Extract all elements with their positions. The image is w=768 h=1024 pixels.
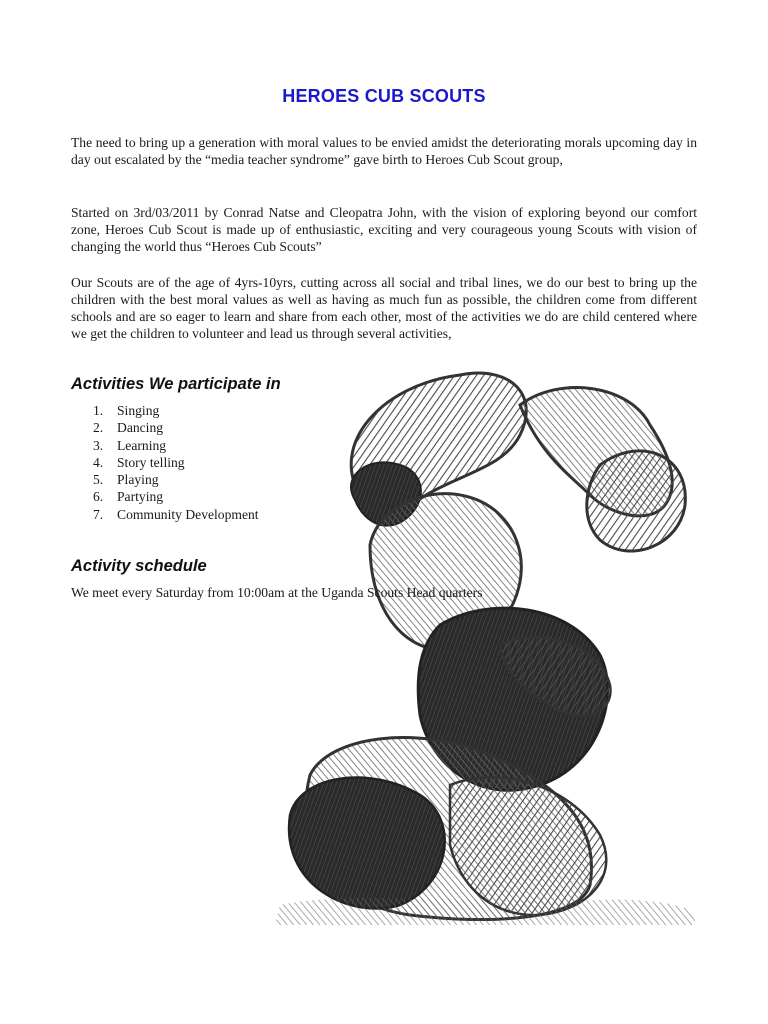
sketch-fill: [275, 373, 695, 925]
list-item-label: Story telling: [117, 454, 185, 470]
list-item-number: 1.: [93, 403, 104, 418]
activities-heading: Activities We participate in: [71, 375, 281, 393]
schedule-heading: Activity schedule: [71, 557, 207, 575]
list-item-label: Playing: [117, 472, 159, 488]
list-item: [71, 402, 259, 419]
list-item: [71, 506, 259, 523]
list-item-number: 4.: [93, 454, 104, 470]
list-item-number: 5.: [93, 472, 104, 488]
history-paragraph: Started on 3rd/03/2011 by Conrad Natse and Cleopatra John, with the vision of exploring beyond our comfort zone, Heroes Cub Scout is made up of enthusiastic, exciting and very courageous young Scouts with vision of changing the world thus “Heroes Cub Scouts”: [71, 205, 697, 254]
list-item-number: 2.: [93, 420, 104, 436]
list-item: [71, 419, 259, 436]
activities-list: [71, 402, 259, 523]
list-item-label: Community Development: [117, 506, 259, 522]
list-item-number: 7.: [93, 506, 104, 522]
schedule-text: We meet every Saturday from 10:00am at the Uganda Scouts Head quarters: [71, 585, 483, 600]
list-item-number: 6.: [93, 489, 104, 505]
list-item-label: Learning: [117, 437, 167, 453]
cub-scout-sketch-icon: [270, 345, 700, 925]
intro-paragraph: The need to bring up a generation with moral values to be envied amidst the deteriorating morals upcoming day in day out escalated by the “media teacher syndrome” gave birth to Heroes Cub Scout group,: [71, 135, 697, 167]
scouts-paragraph: Our Scouts are of the age of 4yrs-10yrs, cutting across all social and tribal lines, we do our best to bring up the children with the best moral values as well as having as much fun as possible, the children come from different schools and are so eager to learn and share from each other, most of the activities we do are child centered where we get the children to volunteer and lead us through several activities,: [71, 275, 697, 341]
list-item-label: Dancing: [117, 420, 164, 436]
list-item: [71, 471, 259, 488]
list-item: [71, 437, 259, 454]
list-item-number: 3.: [93, 437, 104, 453]
list-item-label: Singing: [117, 403, 160, 418]
list-item: [71, 488, 259, 505]
page-title: HEROES CUB SCOUTS: [282, 86, 486, 106]
list-item-label: Partying: [117, 489, 164, 505]
list-item: [71, 454, 259, 471]
